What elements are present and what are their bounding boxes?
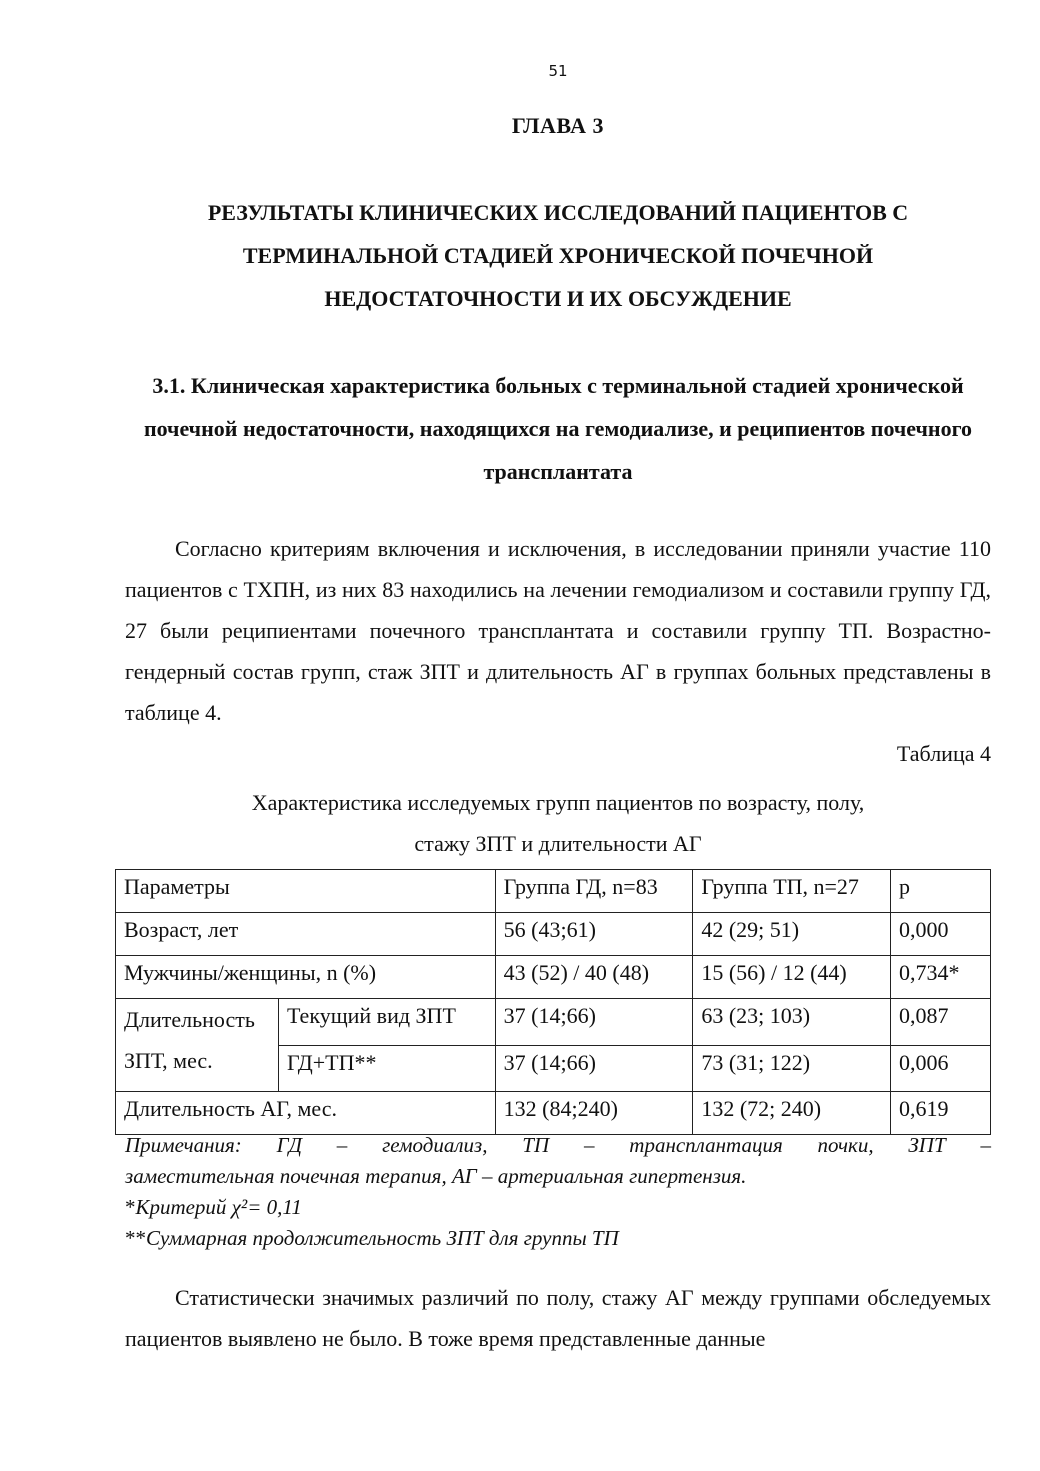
cell-p: 0,000 — [891, 913, 991, 956]
table-row — [116, 1092, 991, 1135]
note-4-marker: ** — [125, 1226, 146, 1250]
cell-gd: 132 (84;240) — [495, 1092, 693, 1135]
page-number: 51 — [548, 62, 568, 80]
cell-gd: 37 (14;66) — [495, 1045, 693, 1092]
cell-tp: 73 (31; 122) — [693, 1045, 891, 1092]
table-caption-line-2: стажу ЗПТ и длительности АГ — [414, 831, 702, 856]
section-title: 3.1. Клиническая характеристика больных с терминальной стадией хронической почечной недостаточности, находящихся на гемодиализе, и реципиентов почечного трансплантата — [143, 373, 973, 484]
note-3-marker: * — [125, 1195, 136, 1219]
table-caption-line-1: Характеристика исследуемых групп пациентов по возрасту, полу, — [251, 790, 865, 815]
cell-param: Мужчины/женщины, n (%) — [116, 956, 496, 999]
header-cell-tp: Группа ТП, n=27 — [693, 870, 891, 913]
cell-param: Возраст, лет — [116, 913, 496, 956]
table-label: Таблица 4 — [896, 741, 991, 766]
cell-p: 0,006 — [891, 1045, 991, 1092]
note-line-3 — [125, 1192, 991, 1223]
table-row — [116, 956, 991, 999]
cell-tp: 15 (56) / 12 (44) — [693, 956, 891, 999]
table-row — [116, 913, 991, 956]
note-4-text: Суммарная продолжительность ЗПТ для группы ТП — [146, 1226, 619, 1250]
body-paragraph-2: Статистически значимых различий по полу, стажу АГ между группами обследуемых пациентов выявлено не было. В тоже время представленные данные — [125, 1285, 991, 1351]
cell-gd: 56 (43;61) — [495, 913, 693, 956]
cell-tp: 42 (29; 51) — [693, 913, 891, 956]
cell-p: 0,087 — [891, 999, 991, 1046]
cell-p: 0,619 — [891, 1092, 991, 1135]
chapter-heading: ГЛАВА 3 — [511, 113, 605, 138]
header-cell-p: p — [891, 870, 991, 913]
cell-p: 0,734* — [891, 956, 991, 999]
table-row — [116, 999, 991, 1046]
cell-sub-param: ГД+ТП** — [278, 1045, 495, 1092]
header-cell-gd: Группа ГД, n=83 — [495, 870, 693, 913]
cell-gd: 37 (14;66) — [495, 999, 693, 1046]
note-line-2: заместительная почечная терапия, АГ – артериальная гипертензия. — [125, 1164, 747, 1188]
data-table — [115, 869, 991, 1135]
table-header-row — [116, 870, 991, 913]
table-caption — [125, 782, 991, 864]
cell-param-group: Длительность ЗПТ, мес. — [116, 999, 279, 1092]
note-3-text: Критерий χ²= 0,11 — [135, 1195, 302, 1219]
chapter-title: РЕЗУЛЬТАТЫ КЛИНИЧЕСКИХ ИССЛЕДОВАНИЙ ПАЦИЕНТОВ С ТЕРМИНАЛЬНОЙ СТАДИЕЙ ХРОНИЧЕСКОЙ ПОЧЕЧНОЙ НЕДОСТАТОЧНОСТИ И ИХ ОБСУЖДЕНИЕ — [207, 200, 909, 311]
note-line-4 — [125, 1223, 991, 1254]
cell-sub-param: Текущий вид ЗПТ — [278, 999, 495, 1046]
cell-tp: 63 (23; 103) — [693, 999, 891, 1046]
body-paragraph-1: Согласно критериям включения и исключения, в исследовании приняли участие 110 пациентов с ТХПН, из них 83 находились на лечении гемодиализом и составили группу ГД, 27 были реципиентами почечного трансплантата и составили группу ТП. Возрастно-гендерный состав групп, стаж ЗПТ и длительность АГ в группах больных представлены в таблице 4. — [125, 536, 991, 725]
table-notes — [125, 1130, 991, 1254]
cell-param: Длительность АГ, мес. — [116, 1092, 496, 1135]
cell-tp: 132 (72; 240) — [693, 1092, 891, 1135]
header-cell-params: Параметры — [116, 870, 496, 913]
cell-gd: 43 (52) / 40 (48) — [495, 956, 693, 999]
note-line-1: Примечания: ГД – гемодиализ, ТП – трансплантация почки, ЗПТ – — [125, 1133, 991, 1157]
